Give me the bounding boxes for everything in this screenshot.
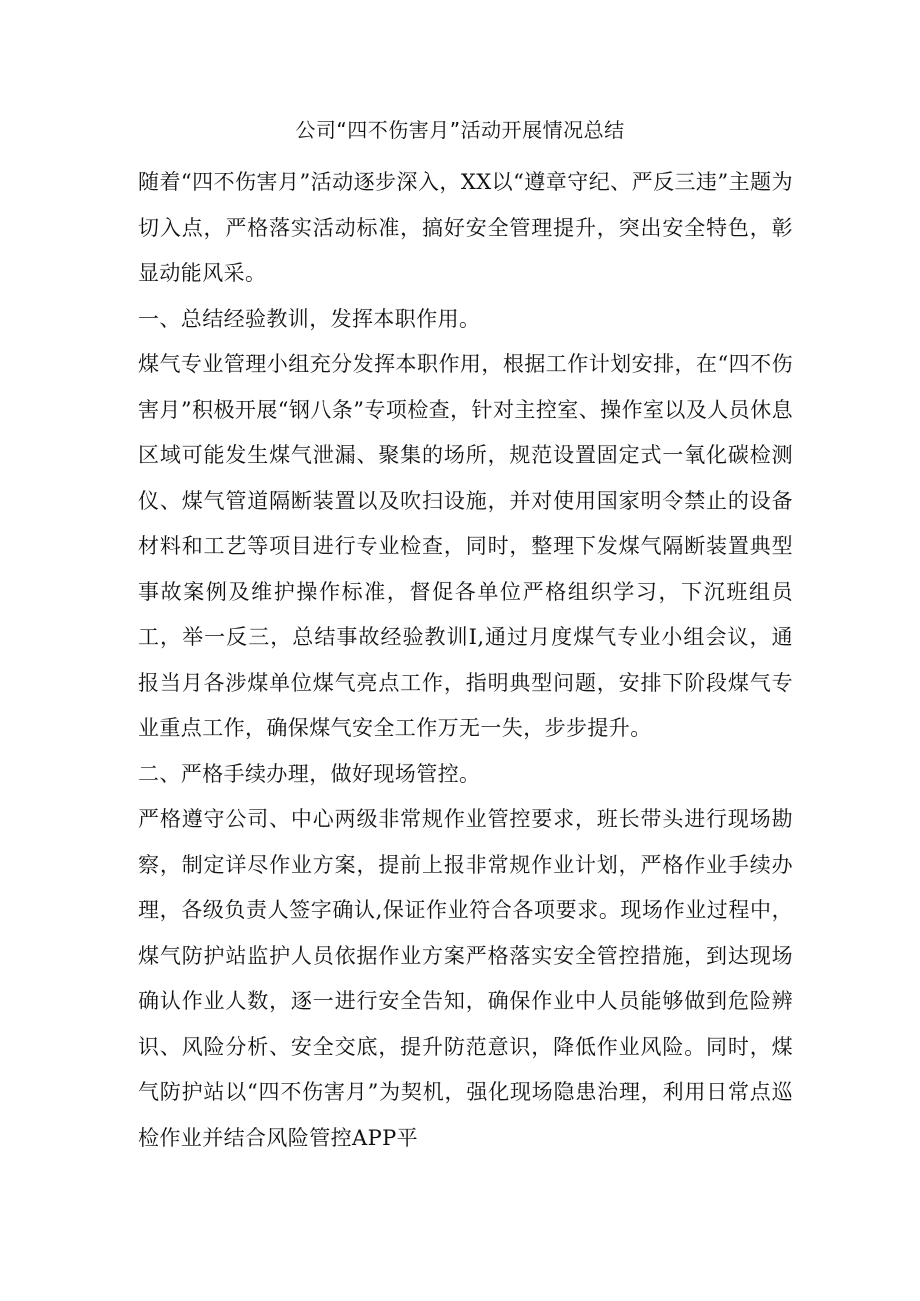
section-1-paragraph: 煤气专业管理小组充分发挥本职作用，根据工作计划安排，在“四不伤害月”积极开展“钢八条”专项检查，针对主控室、操作室以及人员休息区域可能发生煤气泄漏、聚集的场所，规范设置固定式一氧化碳检测仪、煤气管道隔断装置以及吹扫设施，并对使用国家明令禁止的设备材料和工艺等项目进行专业检查，同时，整理下发煤气隔断装置典型事故案例及维护操作标准，督促各单位严格组织学习，下沉班组员工，举一反三，总结事故经验教训I,通过月度煤气专业小组会议，通报当月各涉煤单位煤气亮点工作，指明典型问题，安排下阶段煤气专业重点工作，确保煤气安全工作万无一失，步步提升。 [138,352,793,740]
document-title: 公司“四不伤害月”活动开展情况总结 [295,118,625,142]
section-2-heading: 二、严格手续办理，做好现场管控。 [138,761,481,786]
intro-paragraph: 随着“四不伤害月”活动逐步深入，XX以“遵章守纪、严反三违”主题为切入点，严格落实活动标准，搞好安全管理提升，突出安全特色，彰显动能风采。 [138,170,793,285]
section-1-heading: 一、总结经验教训，发挥本职作用。 [138,306,481,331]
section-2-paragraph: 严格遵守公司、中心两级非常规作业管控要求，班长带头进行现场勘察，制定详尽作业方案，提前上报非常规作业计划，严格作业手续办理，各级负责人签字确认,保证作业符合各项要求。现场作业过程中，煤气防护站监护人员依据作业方案严格落实安全管控措施，到达现场确认作业人数，逐一进行安全告知，确保作业中人员能够做到危险辨识、风险分析、安全交底，提升防范意识，降低作业风险。同时，煤气防护站以“四不伤害月”为契机，强化现场隐患治理，利用日常点巡检作业并结合风险管控APP平 [138,807,793,1150]
document-body [138,160,793,1161]
